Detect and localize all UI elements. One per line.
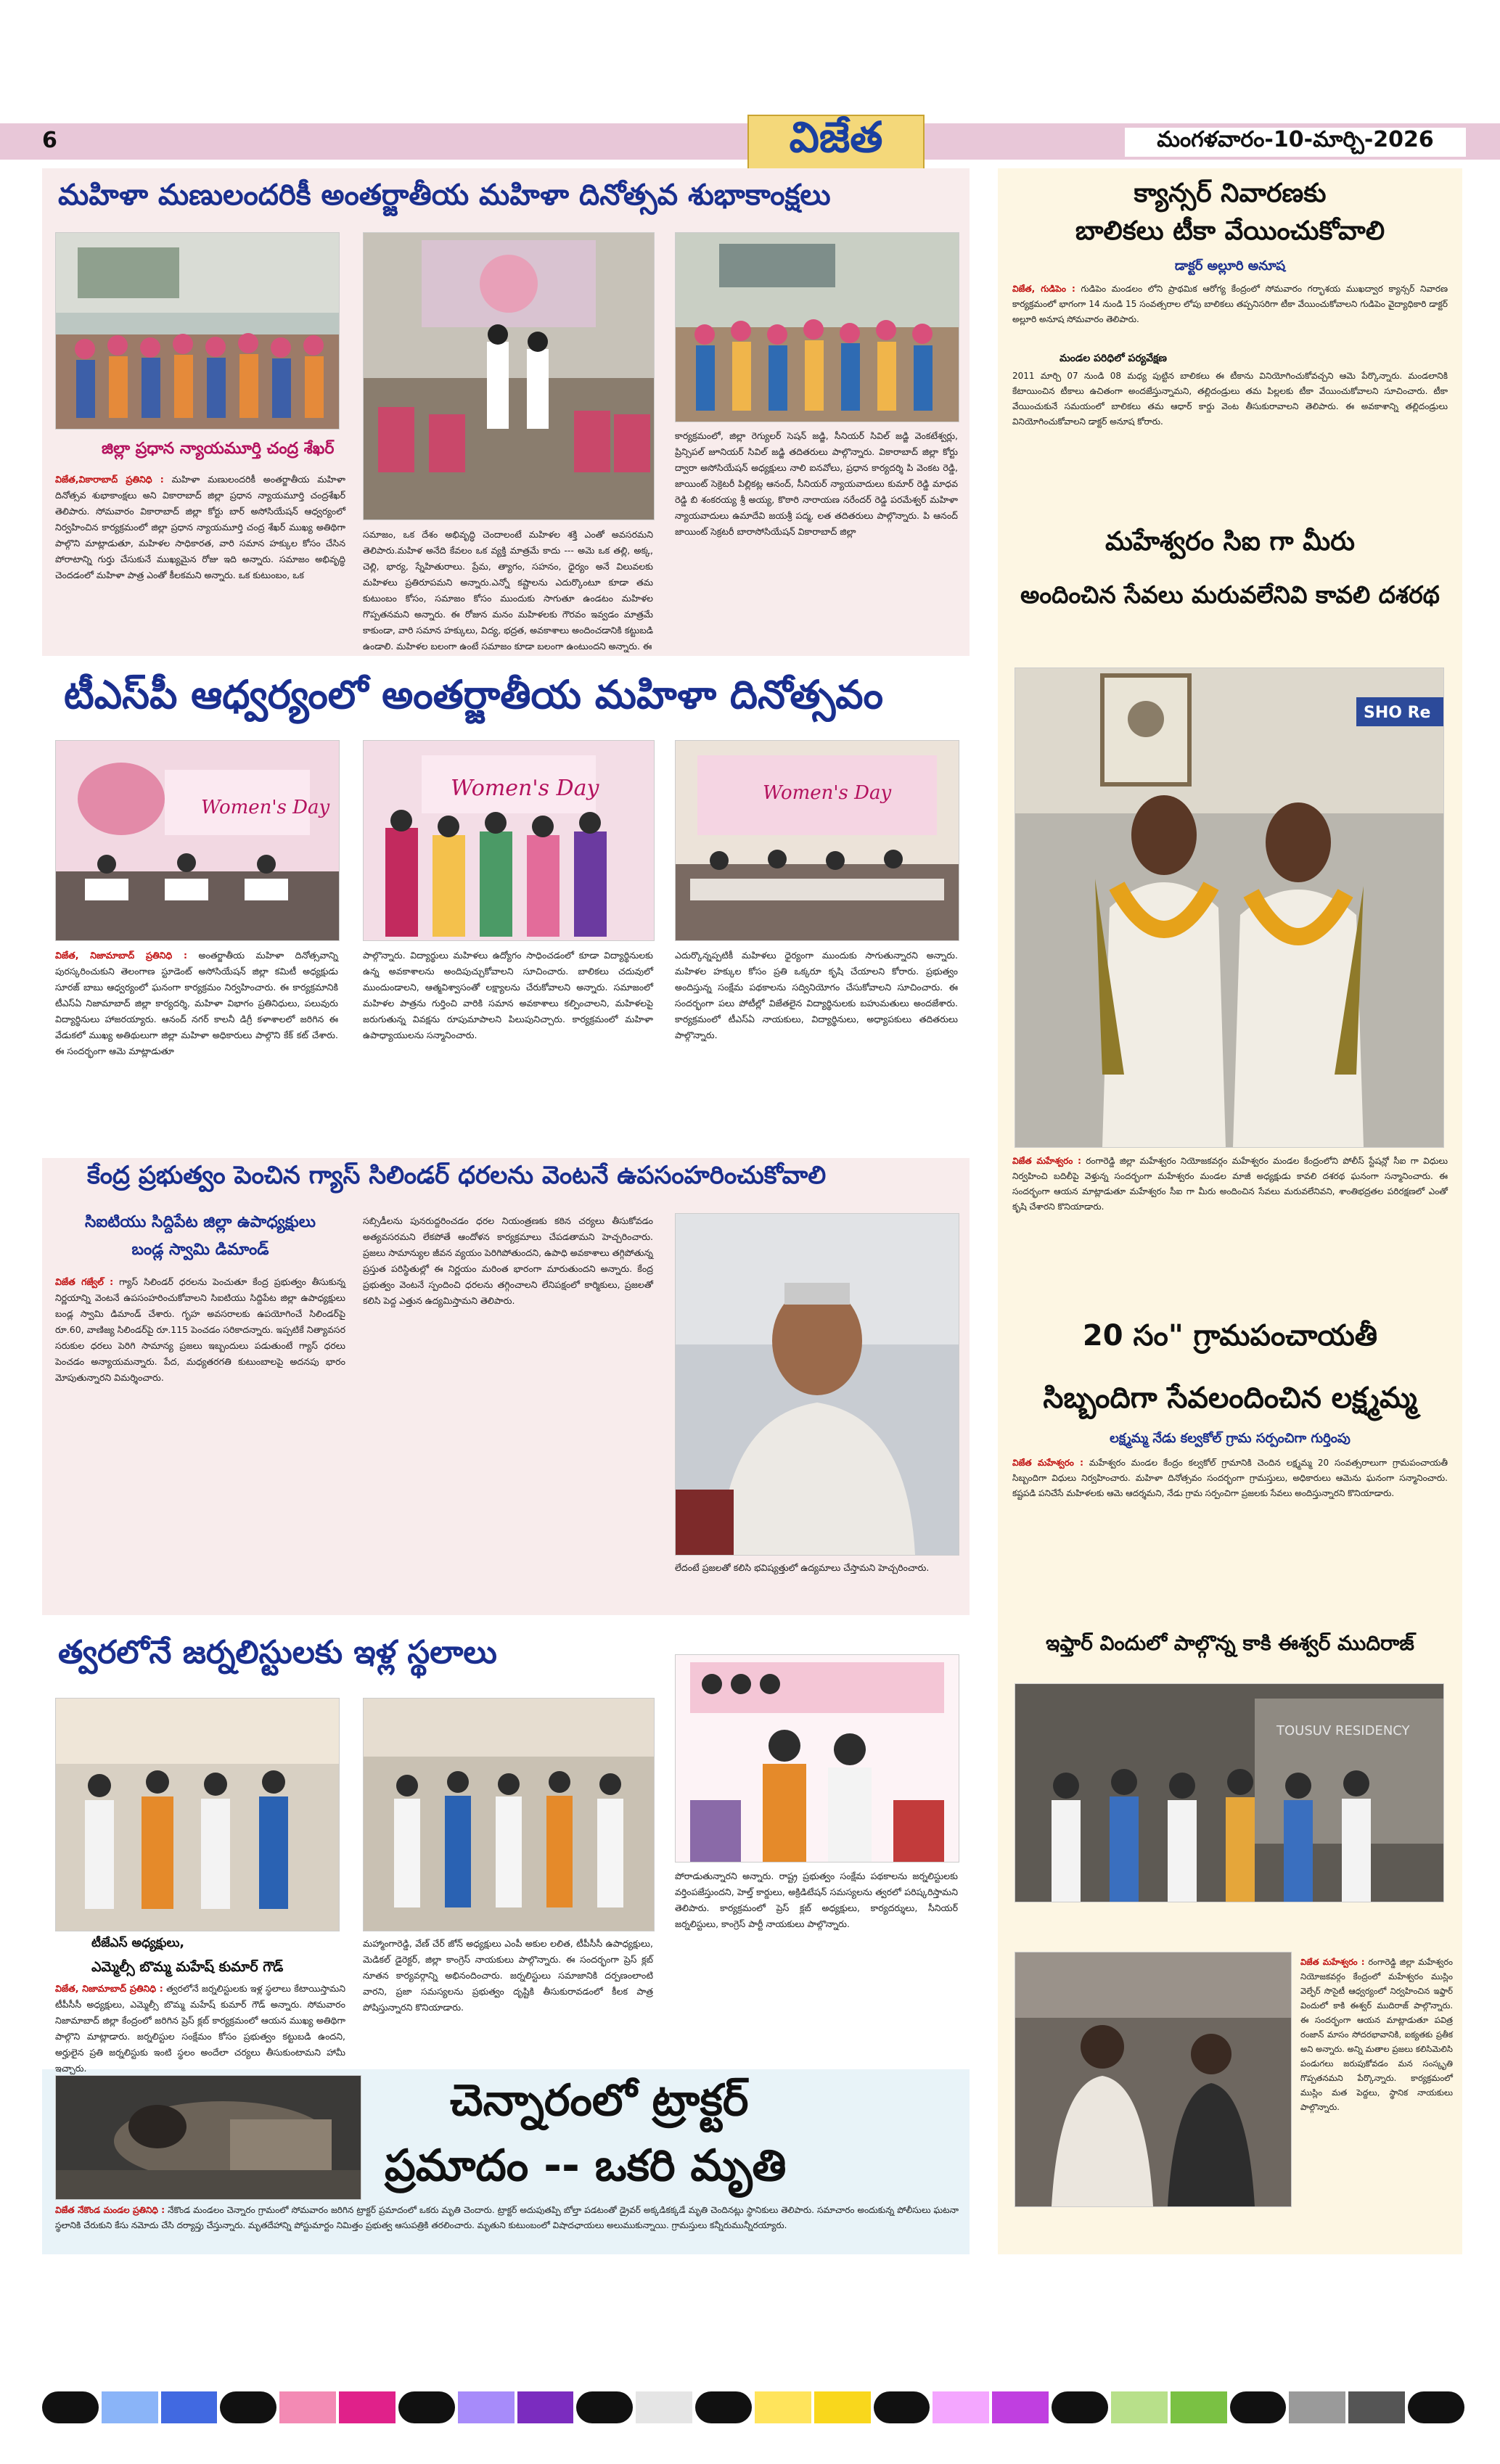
sidebar4-headline: ఇఫ్తార్ విందులో పాల్గొన్న కాకి ఈశ్వర్ ముదిరాజ్ <box>1046 1631 1414 1655</box>
story5-photo <box>55 2075 361 2200</box>
sidebar1-body-1-text: గుడిపెం మండలం లోని ప్రాథమిక ఆరోగ్య కేంద్రంలో సోమవారం గర్భాశయ ముఖద్వార క్యాన్సర్ నివారణ కార్యక్రమంలో భాగంగా 14 నుండి 15 సంవత్సరాల లోపు బాలికలు తప్పనిసరిగా టీకా వేయించుకోవాలని గుడిపెం వైద్యాధికారి డాక్టర్ అల్లూరి అనూష సోమవారం తెలిపారు. <box>1012 284 1448 324</box>
sidebar3-byline: లక్ష్మమ్మ నేడు కల్వకోల్ గ్రామ సర్పంచిగా గుర్తింపు <box>1110 1431 1351 1446</box>
svg-text:SHO Re: SHO Re <box>1364 704 1431 722</box>
sidebar4-photo-2 <box>1015 1952 1292 2207</box>
sidebar3-dateline: విజేత మహేశ్వరం : <box>1012 1458 1083 1468</box>
color-swatch <box>279 2391 336 2423</box>
story5-headline-line-2: ప్రమాదం -- ఒకరి మృతి <box>385 2140 787 2191</box>
page-number: 6 <box>42 128 57 153</box>
story3-col2: సబ్సిడీలను పునరుద్దరించడం ధరల నియంత్రణకు కఠిన చర్యలు తీసుకోవడం అత్యవసరమని లేకపోతే ఆందోళన కార్యక్రమాలు చేపడతామని హెచ్చరించారు. ప్రజలు సామాన్యుల జీవన వ్యయం పెరిగిపోతుందని, ఉపాధి అవకాశాలు తగ్గిపోతున్న ప్రస్తుత పరిస్థితుల్లో ఈ నిర్ణయం మరింత భారంగా మారుతుందని అన్నారు. కేంద్ర ప్రభుత్వం వెంటనే స్పందించి ధరలను తగ్గించాలని లేనిపక్షంలో కార్మికులు, ప్రజలతో కలిసి పెద్ద ఎత్తున ఉద్యమిస్తామని తెలిపారు. <box>363 1215 653 1306</box>
story2-photo-1 <box>55 740 340 941</box>
color-swatch <box>1111 2391 1168 2423</box>
color-swatch <box>874 2391 930 2423</box>
sidebar2-dateline: విజేత మహేశ్వరం : <box>1012 1156 1081 1166</box>
color-swatch <box>161 2391 218 2423</box>
color-swatch <box>1052 2391 1108 2423</box>
color-swatch <box>814 2391 871 2423</box>
color-swatch <box>933 2391 989 2423</box>
story4-col3: పోరాడుతున్నారని అన్నారు. రాష్ట్ర ప్రభుత్వం సంక్షేమ పథకాలను జర్నలిస్టులకు వర్తింపజేస్తుందని, హెల్త్ కార్డులు, అక్రిడిటేషన్ సమస్యలను త్వరలో పరిష్కరిస్తామని తెలిపారు. కార్యక్రమంలో ప్రెస్ క్లబ్ అధ్యక్షులు, కార్యదర్శులు, సీనియర్ జర్నలిస్టులు, కాంగ్రెస్ పార్టీ నాయకులు పాల్గొన్నారు. <box>675 1870 958 1929</box>
sidebar2-body <box>1012 1154 1448 1306</box>
story2-col1-text: అంతర్జాతీయ మహిళా దినోత్సవాన్ని పురస్కరించుకుని తెలంగాణ స్టూడెంట్ అసోసియేషన్ జిల్లా కమిటీ అధ్యక్షుడు సూరజ్ బాబు ఆధ్వర్యంలో ఘనంగా కార్యక్రమం నిర్వహించారు. ఈ కార్యక్రమానికి టీఎస్‌ఏ నిజామాబాద్ జిల్లా కార్యదర్శి, మహిళా విభాగం ప్రతినిధులు, పలువురు విద్యార్థినులు హాజరయ్యారు. ఆనంద్ నగర్ కాలనీ డిగ్రీ కళాశాలలో జరిగిన ఈ వేడుకలో ముఖ్య అతిథులుగా జిల్లా మహిళా అధికారులు పాల్గొని కేక్ కట్ చేశారు. ఈ సందర్భంగా ఆమె మాట్లాడుతూ <box>55 950 338 1056</box>
sidebar3-headline-line-2: సిబ్బందిగా సేవలందించిన లక్ష్మమ్మ <box>1043 1381 1417 1415</box>
svg-text:Women's Day: Women's Day <box>201 797 330 818</box>
sidebar2-headline-line-2: అందించిన సేవలు మరువలేనివి కావలి దశరథ <box>1020 580 1440 609</box>
sidebar4-body <box>1300 1955 1453 2245</box>
story4-dateline: విజేత, నిజామాబాద్ ప్రతినిధి : <box>55 1983 163 1994</box>
story4-photo-caption-1: టీజేఎస్ అధ్యక్షులు, <box>91 1936 184 1950</box>
story2-col3: ఎదుర్కొన్నప్పటికీ మహిళలు ధైర్యంగా ముందుకు సాగుతున్నారని అన్నారు. మహిళల హక్కుల కోసం ప్రతి ఒక్కరూ కృషి చేయాలని కోరారు. ప్రభుత్వం అందిస్తున్న సంక్షేమ పథకాలను సద్వినియోగం చేసుకోవాలని సూచించారు. ఈ సందర్భంగా పలు పోటీల్లో విజేతలైన విద్యార్థినులకు బహుమతులు అందజేశారు. కార్యక్రమంలో టీఎస్‌ఏ నాయకులు, విద్యార్థినులు, అధ్యాపకులు తదితరులు పాల్గొన్నారు. <box>675 950 958 1040</box>
color-swatch <box>992 2391 1049 2423</box>
story4-col2: మహ్మాంగారెడ్డి, వేణ్ చేర్ జోన్ అధ్యక్షులు ఎంపీ అకుల లలిత, టీపీసీసీ ఉపాధ్యక్షులు, మెడికల్ డైరెక్టర్, జిల్లా కాంగ్రెస్ నాయకులు పాల్గొన్నారు. ఈ సందర్భంగా ప్రెస్ క్లబ్ నూతన కార్యవర్గాన్ని అభినందించారు. జర్నలిస్టులు సమాజానికి దర్పణంలాంటి వారని, ప్రజా సమస్యలను ప్రభుత్వం దృష్టికి తీసుకురావడంలో కీలక పాత్ర పోషిస్తున్నారని కొనియాడారు. <box>363 1938 653 2013</box>
story3-dateline: విజేత గజ్వేల్ : <box>55 1276 114 1287</box>
story3-col1-text: గ్యాస్ సిలిండర్ ధరలను పెంచుతూ కేంద్ర ప్రభుత్వం తీసుకున్న నిర్ణయాన్ని వెంటనే ఉపసంహరించుకోవాలని సిఐటియు సిద్దిపేట జిల్లా ఉపాధ్యక్షులు బండ్ల స్వామి డిమాండ్ చేశారు. గృహ అవసరాలకు ఉపయోగించే సిలిండర్‌పై రూ.60, వాణిజ్య సిలిండర్‌పై రూ.115 పెంచడం సరికాదన్నారు. ఇప్పటికే నిత్యావసర సరుకుల ధరలు పెరిగి సామాన్య ప్రజలు ఇబ్బందులు పడుతుంటే గ్యాస్ ధరలు పెంచడం అన్యాయమన్నారు. పేద, మధ్యతరగతి కుటుంబాలపై అదనపు భారం మోపుతున్నారని విమర్శించారు. <box>55 1276 345 1383</box>
story1-col1-text: మహిళా మణులందరికీ అంతర్జాతీయ మహిళా దినోత్సవ శుభాకాంక్షలు అని వికారాబాద్ జిల్లా ప్రధాన న్యాయమూర్తి చంద్రశేఖర్ తెలిపారు. సోమవారం వికారాబాద్ జిల్లా కోర్టు బార్ అసోసియేషన్ ఆధ్వర్యంలో నిర్వహించిన కార్యక్రమంలో జిల్లా ప్రధాన న్యాయమూర్తి చంద్ర శేఖర్ ముఖ్య అతిథిగా పాల్గొని మాట్లాడుతూ, మహిళల సాధికారత, వారి సమాన హక్కుల కోసం చేసిన పోరాటాన్ని గుర్తు చేసుకునే ముఖ్యమైన రోజు ఇది అన్నారు. సమాజం అభివృద్ధి చెందడంలో మహిళా పాత్ర ఎంతో కీలకమని అన్నారు. ఒక కుటుంబం, ఒక <box>55 474 345 580</box>
sidebar3-body-text: మహేశ్వరం మండల కేంద్రం కల్వకోల్ గ్రామానికి చెందిన లక్ష్మమ్మ 20 సంవత్సరాలుగా గ్రామపంచాయతీ సిబ్బందిగా విధులు నిర్వహించారు. మహిళా దినోత్సవం సందర్భంగా గ్రామస్తులు, అధికారులు ఆమెను ఘనంగా సన్మానించారు. కష్టపడి పనిచేసే మహిళలకు ఆమె ఆదర్శమని, నేడు గ్రామ సర్పంచిగా ప్రజలకు సేవలు అందిస్తున్నారని కొనియాడారు. <box>1012 1458 1448 1498</box>
color-swatch <box>755 2391 811 2423</box>
story5-body <box>55 2203 959 2251</box>
story5-body-text: నేకొండ మండలం చెన్నారం గ్రామంలో సోమవారం జరిగిన ట్రాక్టర్ ప్రమాదంలో ఒకరు మృతి చెందారు. ట్రాక్టర్ అదుపుతప్పి బోల్తా పడటంతో డ్రైవర్ అక్కడికక్కడే మృతి చెందినట్లు స్థానికులు తెలిపారు. సమాచారం అందుకున్న పోలీసులు ఘటనా స్థలానికి చేరుకుని కేసు నమోదు చేసి దర్యాప్తు చేస్తున్నారు. మృతదేహాన్ని పోస్టుమార్టం నిమిత్తం ప్రభుత్వ ఆసుపత్రికి తరలించారు. మృతుని కుటుంబంలో విషాదఛాయలు అలుముకున్నాయి. గ్రామస్తులు కన్నీరుమున్నీరయ్యారు. <box>55 2205 959 2230</box>
sidebar2-body-text: రంగారెడ్డి జిల్లా మహేశ్వరం నియోజకవర్గం మహేశ్వరం మండల కేంద్రంలోని పోలీస్ స్టేషన్లో సీఐ గా విధులు నిర్వహించి బదిలీపై వెళ్తున్న సందర్భంగా మహేశ్వరం మండల మాజీ అధ్యక్షుడు కావలి దశరథ ఘనంగా సన్మానించారు. ఈ సందర్భంగా ఆయన మాట్లాడుతూ మహేశ్వరం సీఐ గా మీరు అందించిన సేవలు మరువలేనివని, శాంతిభద్రతల పరిరక్షణలో ఎంతో కృషి చేశారని కొనియాడారు. <box>1012 1156 1448 1212</box>
story3-headline: కేంద్ర ప్రభుత్వం పెంచిన గ్యాస్ సిలిండర్ ధరలను వెంటనే ఉపసంహరించుకోవాలి <box>87 1161 827 1190</box>
story1-photo-caption: జిల్లా ప్రధాన న్యాయమూర్తి చంద్ర శేఖర్ <box>102 440 335 458</box>
color-swatch <box>458 2391 515 2423</box>
sidebar1-subhead: మండల పరిధిలో పర్యవేక్షణ <box>1060 353 1167 364</box>
color-swatch <box>102 2391 158 2423</box>
color-swatch <box>517 2391 574 2423</box>
story2-headline: టీఎస్‌పీ ఆధ్వర్యంలో అంతర్జాతీయ మహిళా దినోత్సవం <box>64 672 883 718</box>
story4-col1 <box>55 1981 345 2074</box>
svg-text:Women's Day: Women's Day <box>451 776 599 801</box>
story4-headline: త్వరలోనే జర్నలిస్టులకు ఇళ్ల స్థలాలు <box>58 1634 497 1671</box>
story4-photo-2 <box>363 1698 655 1931</box>
story2-photo-3 <box>675 740 959 941</box>
color-swatch <box>1348 2391 1405 2423</box>
story1-col2: సమాజం, ఒక దేశం అభివృద్ధి చెందాలంటే మహిళల శక్తి ఎంతో అవసరమని తెలిపారు.మహిళ అనేది కేవలం ఒక వ్యక్తి మాత్రమే కాదు --- అమె ఒక తల్లి, అక్క, చెల్లి, భార్య, స్నేహితురాలు. ప్రేమ, త్యాగం, సహనం, ధైర్యం అనే విలువలకు మహిళలు ప్రతిరూపమని అన్నారు.ఎన్నో కష్టాలను ఎదుర్కొంటూ కూడా తమ కుటుంబం కోసం, సమాజం కోసం ముందుకు సాగుతూ ఉండటం మహిళల గొప్పతనమని అన్నారు. ఈ రోజున మనం మహిళలకు గౌరవం ఇవ్వడం మాత్రమే కాకుండా, వారి సమాన హక్కులు, విద్య, భద్రత, అవకాశాలు అందించడానికి కట్టుబడి ఉండాలి. మహిళల బలంగా ఉంటే సమాజం కూడా బలంగా ఉంటుందని అన్నారు. ఈ <box>363 529 653 652</box>
sidebar2-photo <box>1015 668 1444 1148</box>
story5-dateline: విజేత నేకొండ మండల ప్రతినిధి : <box>55 2205 165 2215</box>
story1-headline: మహిళా మణులందరికీ అంతర్జాతీయ మహిళా దినోత్సవ శుభాకాంక్షలు <box>58 178 831 212</box>
story3-photo <box>675 1213 959 1556</box>
story4-photo-caption-2: ఎమ్మెల్సీ బొమ్మ మహేష్ కుమార్ గౌడ్ <box>91 1959 284 1975</box>
sidebar1-body-1 <box>1012 282 1448 351</box>
story1-col1 <box>55 472 345 646</box>
story1-photo-1 <box>55 232 340 430</box>
svg-text:Women's Day: Women's Day <box>763 782 892 804</box>
sidebar1-body-2: 2011 మార్చి 07 నుండి 08 మధ్య పుట్టిన బాలికలు ఈ టీకాను వినియోగించుకోవచ్చని ఆమె పేర్కొన్నారు. మండలానికి కేటాయించిన టీకాలు ఉచితంగా అందజేస్తున్నామని, తల్లిదండ్రులు తమ పిల్లలకు టీకా వేయించుకోవాలని సూచించారు. టీకా వేయించుకునే సమయంలో బాలికలు తమ ఆధార్ కార్డు వెంట తీసుకురావాలని తెలిపారు. ఈ అవకాశాన్ని తల్లిదండ్రులు వినియోగించుకోవాలని డాక్టర్ అనూష కోరారు. <box>1012 371 1448 427</box>
sidebar1-dateline: విజేత, గుడిపెం : <box>1012 284 1075 294</box>
sidebar1-headline-line-1: క్యాన్సర్ నివారణకు <box>1134 178 1327 208</box>
story1-dateline: విజేత,వికారాబాద్ ప్రతినిధి : <box>55 474 164 485</box>
story2-col1 <box>55 948 338 1143</box>
story1-photo-2 <box>363 232 655 520</box>
sidebar4-dateline: విజేత మహేశ్వరం : <box>1300 1957 1365 1967</box>
story2-col2: పాల్గొన్నారు. విద్యార్థులు మహిళలు ఉద్యోగం సాధించడంలో కూడా విద్యార్థినులకు ఉన్న అవకాశాలను అందిపుచ్చుకోవాలని సూచించారు. బాలికలు చదువులో ముందుండాలని, ఆత్మవిశ్వాసంతో లక్ష్యాలను చేరుకోవాలని అన్నారు. సమాజంలో మహిళల పాత్రను గుర్తించి వారికి సమాన అవకాశాలు కల్పించాలని, మహిళలపై జరుగుతున్న వివక్షను రూపుమాపాలని పిలుపునిచ్చారు. కార్యక్రమంలో మహిళా ఉపాధ్యాయులను సన్మానించారు. <box>363 950 653 1040</box>
story1-col3: కార్యక్రమంలో, జిల్లా రెగ్యులర్ సెషన్ జడ్జి, సీనియర్ సివిల్ జడ్జి వెంకటేశ్వర్లు, ప్రిన్సిపల్ జూనియర్ సివిల్ జడ్జి తదితరులు పాల్గొన్నారు. వికారాబాద్ జిల్లా కోర్టు ద్వారా అసోసియేషన్ అధ్యక్షులు నాలి ఐనవోలు, ప్రధాన కార్యదర్శి పి వెంకట రెడ్డి, జాయింట్ సెక్రెటరీ పిల్లికట్ల ఆనంద్, సీనియర్ న్యాయవాదులు కుమార్ రెడ్డి మాధవ రెడ్డి బి శంకరయ్య శ్రీ అయ్య, కొఠారి నారాయణ నరేందర్ రెడ్డి పరమేశ్వర్ మహిళా న్యాయవాదులు ఉమాదేవి జయశ్రీ పద్మ, లత తదితరులు పాల్గొన్నారు. పి ఆనంద్ జాయింట్ సెక్రటరీ బారాసోసియేషన్ వికారాబాద్ జిల్లా <box>675 430 958 537</box>
color-swatch <box>636 2391 692 2423</box>
svg-text:TOUSUV RESIDENCY: TOUSUV RESIDENCY <box>1276 1723 1410 1738</box>
sidebar4-photo-1 <box>1015 1683 1444 1902</box>
story2-dateline: విజేత, నిజామాబాద్ ప్రతినిధి : <box>55 950 188 961</box>
color-swatch <box>1408 2391 1464 2423</box>
story3-subhead-1: సిఐటియు సిద్దిపేట జిల్లా ఉపాధ్యక్షులు <box>84 1213 316 1231</box>
story3-subhead-2: బండ్ల స్వామి డిమాండ్ <box>131 1241 269 1259</box>
color-swatch <box>339 2391 396 2423</box>
story4-photo-1 <box>55 1698 340 1931</box>
color-swatch <box>220 2391 276 2423</box>
sidebar3-headline-line-1: 20 సం" గ్రామపంచాయతీ <box>1082 1319 1378 1352</box>
sidebar3-body <box>1012 1455 1448 1601</box>
sidebar4-body-text: రంగారెడ్డి జిల్లా మహేశ్వరం నియోజకవర్గం కేంద్రంలో మహేశ్వరం ముస్లిం వెల్ఫేర్ సొసైటీ ఆధ్వర్యంలో నిర్వహించిన ఇఫ్తార్ విందులో కాకి ఈశ్వర్ ముదిరాజ్ పాల్గొన్నారు. ఈ సందర్భంగా ఆయన మాట్లాడుతూ పవిత్ర రంజాన్ మాసం సోదరభావానికి, ఐక్యతకు ప్రతీక అని అన్నారు. అన్ని మతాల ప్రజలు కలిసిమెలిసి పండుగలు జరుపుకోవడం మన సంస్కృతి గొప్పతనమని పేర్కొన్నారు. కార్యక్రమంలో ముస్లిం మత పెద్దలు, స్థానిక నాయకులు పాల్గొన్నారు. <box>1300 1957 1453 2112</box>
story5-headline-line-1: చెన్నారంలో ట్రాక్టర్ <box>450 2075 749 2126</box>
story4-col1-text: త్వరలోనే జర్నలిస్టులకు ఇళ్ల స్థలాలు కేటాయిస్తామని టీపీసీసీ అధ్యక్షులు, ఎమ్మెల్సీ బొమ్మ మహేష్ కుమార్ గౌడ్ అన్నారు. సోమవారం నిజామాబాద్ జిల్లా కేంద్రంలో జరిగిన ప్రెస్ క్లబ్ కార్యక్రమంలో ఆయన ముఖ్య అతిథిగా పాల్గొని మాట్లాడారు. జర్నలిస్టుల సంక్షేమం కోసం ప్రభుత్వం కట్టుబడి ఉందని, అర్హులైన ప్రతి జర్నలిస్టుకు ఇంటి స్థలం అందేలా చర్యలు తీసుకుంటామని హామీ ఇచ్చారు. <box>55 1983 345 2074</box>
color-swatch <box>1230 2391 1287 2423</box>
story3-col1 <box>55 1274 345 1611</box>
sidebar1-headline-line-2: బాలికలు టీకా వేయించుకోవాలి <box>1075 216 1385 246</box>
color-swatch <box>398 2391 455 2423</box>
issue-date: మంగళవారం-10-మార్చి-2026 <box>1125 128 1466 157</box>
story4-photo-3 <box>675 1654 959 1863</box>
story2-photo-2 <box>363 740 655 941</box>
sidebar1-byline: డాక్టర్ అల్లూరి అనూష <box>1174 258 1286 274</box>
color-registration-bar <box>42 2391 1464 2423</box>
story1-photo-3 <box>675 232 959 422</box>
color-swatch <box>695 2391 752 2423</box>
color-swatch <box>1289 2391 1345 2423</box>
masthead-logo: విజేత <box>747 115 925 170</box>
story3-col3: లేదంటే ప్రజలతో కలిసి భవిష్యత్తులో ఉద్యమాలు చేస్తామని హెచ్చరించారు. <box>675 1562 930 1573</box>
sidebar2-headline-line-1: మహేశ్వరం సిఐ గా మీరు <box>1104 527 1356 557</box>
color-swatch <box>576 2391 633 2423</box>
color-swatch <box>42 2391 99 2423</box>
color-swatch <box>1171 2391 1227 2423</box>
